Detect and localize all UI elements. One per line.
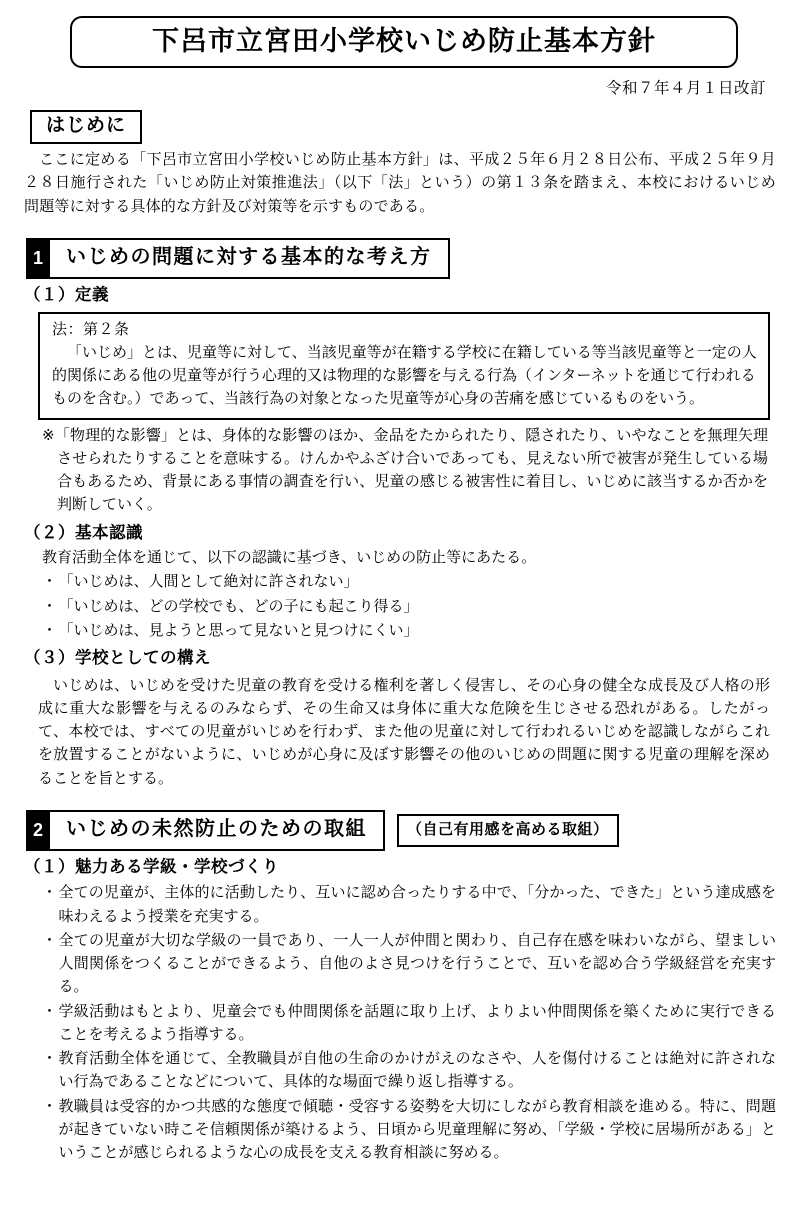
list-item <box>42 619 776 642</box>
list-item-text: 全ての児童が、主体的に活動したり、互いに認め合ったりする中で、「分かった、できた」という達成感を味わえるよう授業を充実する。 <box>58 884 776 925</box>
list-item <box>42 881 776 928</box>
list-item <box>42 570 776 593</box>
section-1-heading <box>26 238 776 279</box>
definition-quote-box <box>38 312 770 419</box>
bullet-icon: ・ <box>42 621 58 639</box>
list-item <box>42 1000 776 1047</box>
list-item-text: 「いじめは、どの学校でも、どの子にも起こり得る」 <box>58 597 419 615</box>
intro-heading <box>30 110 776 144</box>
prevention-measures-list <box>24 881 776 1164</box>
section-1-sub-3-heading: （３）学校としての構え <box>24 649 211 668</box>
bullet-icon: ・ <box>42 1097 58 1115</box>
section-2-title: いじめの未然防止のための取組 <box>50 810 385 851</box>
section-2-number: 2 <box>26 810 50 851</box>
definition-law-ref: 法：第２条 <box>52 321 130 339</box>
document-title-box <box>70 16 738 68</box>
section-1-sub-1-heading: （１）定義 <box>24 285 109 304</box>
list-item-text: 「いじめは、見ようと思って見ないと見つけにくい」 <box>58 621 419 639</box>
definition-text: 「いじめ」とは、児童等に対して、当該児童等が在籍する学校に在籍している等当該児童等と一定の人的関係にある他の児童等が行う心理的又は物理的な影響を与える行為（インターネットを通じて行われるものを含む。）であって、当該行為の対象となった児童等が心身の苦痛を感じているものをいう。 <box>52 344 757 407</box>
section-1-title: いじめの問題に対する基本的な考え方 <box>50 238 450 279</box>
bullet-icon: ・ <box>42 1050 58 1068</box>
list-item <box>42 929 776 999</box>
list-item <box>42 1095 776 1165</box>
definition-note: ※「物理的な影響」とは、身体的な影響のほか、金品をたかられたり、隠されたり、いやなことを無理矢理させられたりすることを意味する。けんかやふざけ合いであっても、見えない所で被害が発生している場合もあるため、背景にある事情の調査を行い、児童の感じる被害性に着目し、いじめに該当するか否かを判断していく。 <box>42 426 768 514</box>
section-1-sub-2-heading: （２）基本認識 <box>24 523 143 542</box>
basic-awareness-lead: 教育活動全体を通じて、以下の認識に基づき、いじめの防止等にあたる。 <box>42 549 537 567</box>
section-1-number: 1 <box>26 238 50 279</box>
list-item-text: 「いじめは、人間として絶対に許されない」 <box>58 573 359 591</box>
section-2-heading <box>26 810 776 851</box>
list-item-text: 教職員は受容的かつ共感的な態度で傾聴・受容する姿勢を大切にしながら教育相談を進める。特に、問題が起きていない時こそ信頼関係が築けるよう、日頃から児童理解に努め、「学級・学校に居場所がある」ということが感じられるような心の成長を支える教育相談に努める。 <box>58 1097 776 1162</box>
section-2-sub-1-heading: （１）魅力ある学級・学校づくり <box>24 857 279 876</box>
list-item <box>42 1047 776 1094</box>
list-item-text: 教育活動全体を通じて、全教職員が自他の生命のかけがえのなさや、人を傷付けることは絶対に許されない行為であることなどについて、具体的な場面で繰り返し指導する。 <box>58 1050 776 1091</box>
basic-awareness-list <box>24 570 776 642</box>
bullet-icon: ・ <box>42 597 58 615</box>
bullet-icon: ・ <box>42 884 58 902</box>
intro-label: はじめに <box>30 110 142 144</box>
list-item <box>42 595 776 618</box>
section-2-subtitle: （自己有用感を高める取組） <box>397 814 619 846</box>
intro-paragraph: ここに定める「下呂市立宮田小学校いじめ防止基本方針」は、平成２５年６月２８日公布、平成２５年９月２８日施行された「いじめ防止対策推進法」（以下「法」という）の第１３条を踏まえ、本校におけるいじめ問題等に対する具体的な方針及び対策等を示すものである。 <box>24 151 776 215</box>
bullet-icon: ・ <box>42 1002 58 1020</box>
bullet-icon: ・ <box>42 931 58 949</box>
bullet-icon: ・ <box>42 573 58 591</box>
page-title: 下呂市立宮田小学校いじめ防止基本方針 <box>152 26 656 56</box>
school-stance-paragraph: いじめは、いじめを受けた児童の教育を受ける権利を著しく侵害し、その心身の健全な成長及び人格の形成に重大な影響を与えるのみならず、その生命又は身体に重大な危険を生じさせる恐れがある。したがって、本校では、すべての児童がいじめを行わず、また他の児童に対して行われるいじめを認識しながらこれを放置することがないように、いじめが心身に及ぼす影響その他のいじめの問題に関する児童の理解を深めることを旨とする。 <box>38 676 770 787</box>
list-item-text: 全ての児童が大切な学級の一員であり、一人一人が仲間と関わり、自己存在感を味わいながら、望ましい人間関係をつくることができるよう、自他のよさ見つけを行うことで、互いを認め合う学級経営を充実する。 <box>58 931 776 996</box>
list-item-text: 学級活動はもとより、児童会でも仲間関係を話題に取り上げ、よりよい仲間関係を築くために実行できることを考えるよう指導する。 <box>58 1002 776 1043</box>
revision-date: 令和７年４月１日改訂 <box>605 80 766 98</box>
